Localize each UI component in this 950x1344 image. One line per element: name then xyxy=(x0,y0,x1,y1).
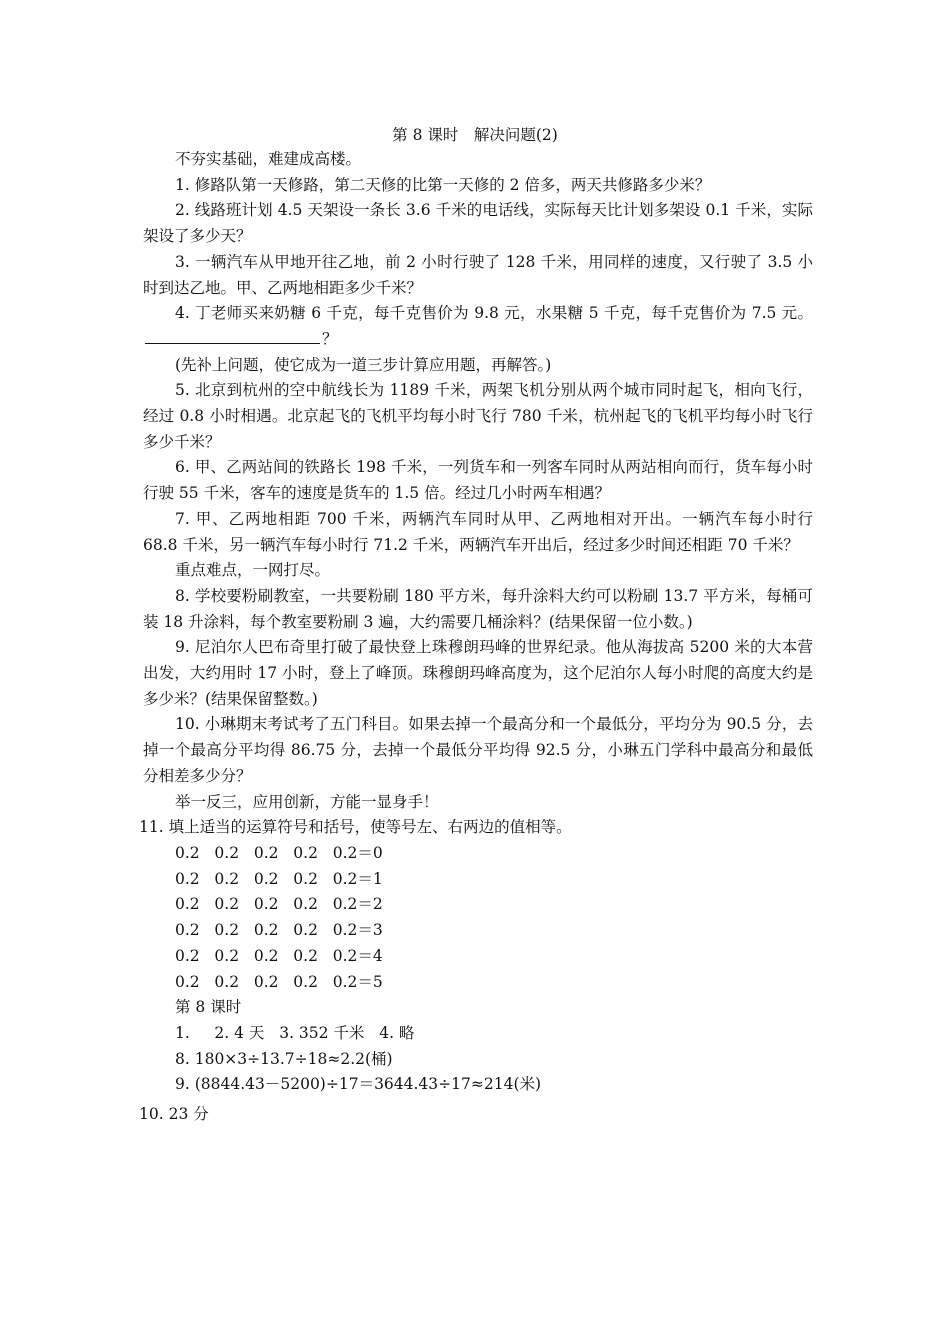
equation-line: 0.2 0.2 0.2 0.2 0.2＝5 xyxy=(175,972,383,991)
equation-line: 0.2 0.2 0.2 0.2 0.2＝0 xyxy=(175,843,383,862)
document-body xyxy=(139,147,813,1128)
equation-line: 0.2 0.2 0.2 0.2 0.2＝2 xyxy=(175,895,383,914)
question-4-note: (先补上问题，使它成为一道三步计算应用题，再解答。) xyxy=(175,355,552,374)
question-10: 10. 小琳期末考试考了五门科目。如果去掉一个最高分和一个最低分，平均分为 90.5 分，去掉一个最高分平均得 86.75 分，去掉一个最低分平均得 92.5 分，小琳五门学科中最高分和最低分相差多少分？ xyxy=(143,715,813,785)
question-1: 1. 修路队第一天修路，第二天修的比第一天修的 2 倍多，两天共修路多少米？ xyxy=(175,175,711,194)
question-2: 2. 线路班计划 4.5 天架设一条长 3.6 千米的电话线，实际每天比计划多架设 0.1 千米，实际架设了多少天？ xyxy=(143,201,813,246)
lesson-title: 第 8 课时 解决问题(2) xyxy=(392,126,558,144)
equation-line: 0.2 0.2 0.2 0.2 0.2＝4 xyxy=(175,946,383,965)
question-9: 9. 尼泊尔人巴布奇里打破了最快登上珠穆朗玛峰的世界纪录。他从海拔高 5200 米的大本营出发，大约用时 17 小时，登上了峰顶。珠穆朗玛峰高度为，这个尼泊尔人每小时爬的高度大约是多少米？(结果保留整数。) xyxy=(143,638,813,708)
equation-line: 0.2 0.2 0.2 0.2 0.2＝1 xyxy=(175,869,383,888)
answer-line: 8. 180×3÷13.7÷18≈2.2(桶) xyxy=(175,1049,393,1068)
question-3: 3. 一辆汽车从甲地开往乙地，前 2 小时行驶了 128 千米，用同样的速度，又行驶了 3.5 小时到达乙地。甲、乙两地相距多少千米？ xyxy=(143,252,813,297)
answer-line: 9. (8844.43－5200)÷17＝3644.43÷17≈214(米) xyxy=(175,1075,542,1094)
question-4 xyxy=(143,301,813,352)
question-4-mark: ？ xyxy=(322,329,338,348)
question-8: 8. 学校要粉刷教室，一共要粉刷 180 平方米，每升涂料大约可以粉刷 13.7 平方米，每桶可装 18 升涂料，每个教室要粉刷 3 遍，大约需要几桶涂料？(结果保留一位小数。) xyxy=(143,586,813,631)
question-11: 11. 填上适当的运算符号和括号，使等号左、右两边的值相等。 xyxy=(139,818,572,837)
section-heading-key-points: 重点难点，一网打尽。 xyxy=(175,561,331,580)
question-5: 5. 北京到杭州的空中航线长为 1189 千米，两架飞机分别从两个城市同时起飞，相向飞行，经过 0.8 小时相遇。北京起飞的飞机平均每小时飞行 780 千米，杭州起飞的飞机平均每小时飞行多少千米？ xyxy=(143,381,813,451)
question-7: 7. 甲、乙两地相距 700 千米，两辆汽车同时从甲、乙两地相对开出。一辆汽车每小时行 68.8 千米，另一辆汽车每小时行 71.2 千米，两辆汽车开出后，经过多少时间还相距 70 千米？ xyxy=(143,509,813,554)
section-heading-basics: 不夯实基础，难建成高楼。 xyxy=(175,150,362,168)
answer-line: 1. 2. 4 天 3. 352 千米 4. 略 xyxy=(175,1023,415,1042)
section-heading-innovation: 举一反三，应用创新，方能一显身手！ xyxy=(175,792,439,811)
equation-line: 0.2 0.2 0.2 0.2 0.2＝3 xyxy=(175,921,383,940)
answers-heading: 第 8 课时 xyxy=(175,998,242,1017)
answer-line: 10. 23 分 xyxy=(139,1105,209,1124)
answer-blank[interactable] xyxy=(145,329,320,344)
question-6: 6. 甲、乙两站间的铁路长 198 千米，一列货车和一列客车同时从两站相向而行，货车每小时行驶 55 千米，客车的速度是货车的 1.5 倍。经过几小时两车相遇？ xyxy=(143,458,813,503)
question-4-text: 4. 丁老师买来奶糖 6 千克，每千克售价为 9.8 元，水果糖 5 千克，每千克售价为 7.5 元。 xyxy=(175,304,813,323)
